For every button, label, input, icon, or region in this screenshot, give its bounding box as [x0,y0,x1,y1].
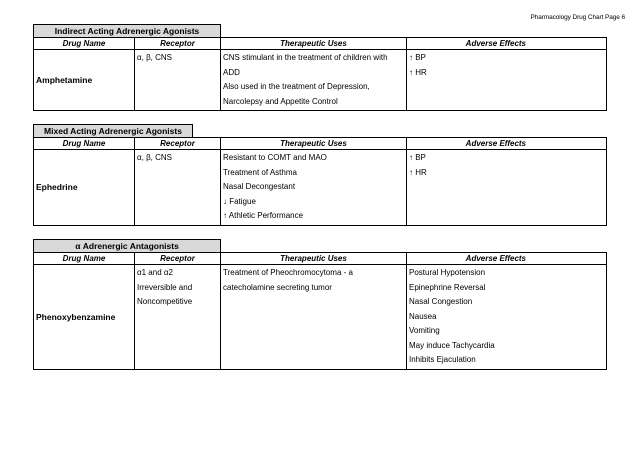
adverse-line: Epinephrine Reversal [409,282,486,292]
adverse-line: ↑ BP [409,53,426,62]
section-title: α Adrenergic Antagonists [33,239,221,252]
drug-table [33,252,607,370]
table-header-row [34,38,607,50]
col-receptor: Receptor [135,253,221,265]
drug-name: Ephedrine [34,150,135,226]
use-line: ↓ Fatigue [223,196,256,206]
table-header-row [34,253,607,265]
receptor-cell [135,150,221,226]
uses-cell [221,265,407,370]
col-drug-name: Drug Name [34,138,135,150]
receptor-line: Noncompetitive [137,297,193,306]
use-line: Narcolepsy and Appetite Control [223,96,338,106]
col-adverse-effects: Adverse Effects [407,38,607,50]
section-indirect-agonists [33,24,606,111]
table-row [34,150,607,226]
use-line: Treatment of Asthma [223,167,297,177]
adverse-cell [407,50,607,111]
col-receptor: Receptor [135,38,221,50]
receptor-cell [135,265,221,370]
col-therapeutic-uses: Therapeutic Uses [221,138,407,150]
adverse-cell [407,150,607,226]
section-alpha-antagonists [33,239,606,370]
col-drug-name: Drug Name [34,38,135,50]
section-title: Mixed Acting Adrenergic Agonists [33,124,193,137]
drug-table [33,37,607,111]
adverse-line: Nausea [409,311,437,321]
use-line: CNS stimulant in the treatment of children with [223,53,388,62]
uses-cell [221,50,407,111]
use-line: Resistant to COMT and MAO [223,153,327,162]
section-title: Indirect Acting Adrenergic Agonists [33,24,221,37]
drug-table [33,137,607,226]
adverse-line: ↑ BP [409,153,426,162]
col-therapeutic-uses: Therapeutic Uses [221,38,407,50]
use-line: ADD [223,67,240,77]
adverse-line: Inhibits Ejaculation [409,355,476,364]
adverse-line: ↑ HR [409,67,427,77]
uses-cell [221,150,407,226]
receptor-line: α, β, CNS [137,153,173,162]
receptor-line: α1 and α2 [137,268,173,277]
receptor-line: α, β, CNS [137,53,173,62]
use-line: Also used in the treatment of Depression, [223,82,370,91]
col-receptor: Receptor [135,138,221,150]
adverse-cell [407,265,607,370]
section-mixed-agonists [33,124,606,226]
use-line: Treatment of Pheochromocytoma - a [223,268,353,277]
adverse-line: Vomiting [409,326,440,335]
adverse-line: May induce Tachycardia [409,340,495,350]
table-row [34,50,607,111]
use-line: ↑ Athletic Performance [223,211,304,220]
col-adverse-effects: Adverse Effects [407,253,607,265]
col-adverse-effects: Adverse Effects [407,138,607,150]
drug-name: Amphetamine [34,50,135,111]
receptor-line: Irreversible and [137,282,193,292]
receptor-cell [135,50,221,111]
use-line: Nasal Decongestant [223,182,296,191]
col-drug-name: Drug Name [34,253,135,265]
page-header: Pharmacology Drug Chart Page 6 [530,14,625,21]
col-therapeutic-uses: Therapeutic Uses [221,253,407,265]
drug-name: Phenoxybenzamine [34,265,135,370]
adverse-line: ↑ HR [409,167,427,177]
adverse-line: Postural Hypotension [409,268,486,277]
table-row [34,265,607,370]
table-header-row [34,138,607,150]
adverse-line: Nasal Congestion [409,297,473,306]
use-line: catecholamine secreting tumor [223,282,332,292]
